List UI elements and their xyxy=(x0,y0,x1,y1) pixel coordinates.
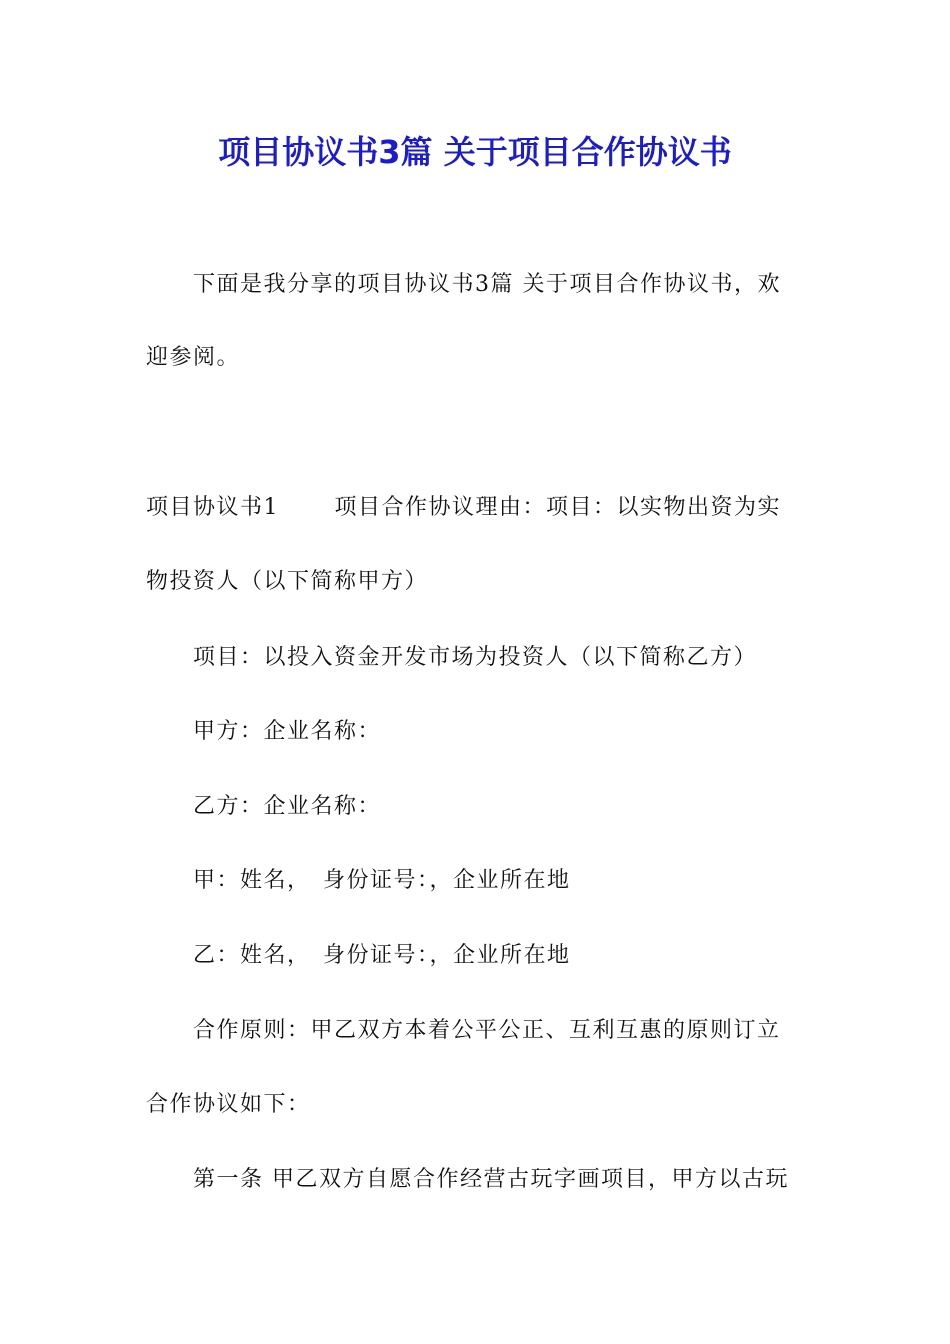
paragraph-line: 合作原则：甲乙双方本着公平公正、互利互惠的原则订立 xyxy=(193,1018,781,1043)
paragraph-line: 甲：姓名， 身份证号：，企业所在地 xyxy=(193,868,571,893)
paragraph-line: 项目：以投入资金开发市场为投资人（以下简称乙方） xyxy=(193,645,758,670)
paragraph-line: 项目协议书1 项目合作协议理由：项目：以实物出资为实 xyxy=(146,495,781,520)
paragraph-line: 下面是我分享的项目协议书3篇 关于项目合作协议书，欢 xyxy=(193,272,781,297)
paragraph-line: 第一条 甲乙双方自愿合作经营古玩字画项目，甲方以古玩 xyxy=(193,1167,789,1192)
paragraph-line: 合作协议如下： xyxy=(146,1092,311,1117)
paragraph-line: 迎参阅。 xyxy=(146,345,241,370)
paragraph-line: 物投资人（以下简称甲方） xyxy=(146,569,429,594)
paragraph-line: 乙：姓名， 身份证号：，企业所在地 xyxy=(193,943,571,968)
document-title: 项目协议书3篇 关于项目合作协议书 xyxy=(218,133,732,171)
paragraph-line: 甲方：企业名称： xyxy=(193,719,382,744)
paragraph-line: 乙方：企业名称： xyxy=(193,794,382,819)
